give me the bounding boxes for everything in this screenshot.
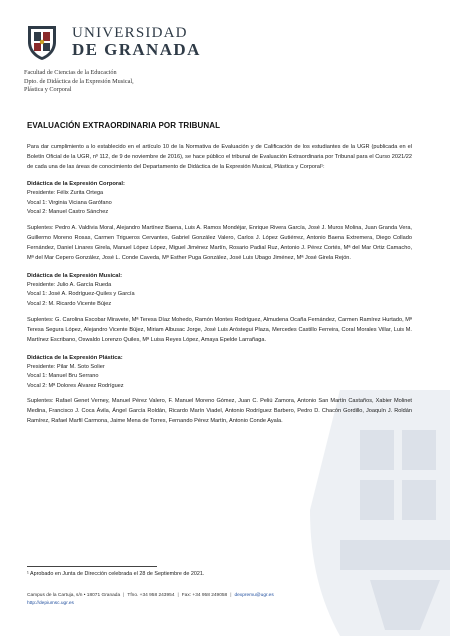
university-crest-icon	[22, 22, 62, 62]
university-name-line1: UNIVERSIDAD	[72, 25, 188, 41]
footer-fax: Fax: +34 958 249058	[181, 593, 228, 598]
footer-contact-line: Campus de la Cartuja, s/n • 18071 Granada | Tfno. +34 958 243954 | Fax: +34 958 249058 | dexpremu@ugr.es	[27, 593, 274, 598]
member-vocal-2: Vocal 2: Manuel Castro Sánchez	[27, 209, 109, 216]
section-corporal	[27, 179, 412, 263]
document-title: EVALUACIÓN EXTRAORDINARIA POR TRIBUNAL	[27, 121, 221, 130]
dept-line: Dpto. de Didáctica de la Expresión Musical,	[24, 77, 134, 85]
footer-phone: Tfno. +34 958 243954	[127, 593, 175, 598]
footnote-divider	[27, 566, 157, 567]
section-plastica	[27, 353, 412, 427]
member-president: Presidente: Julio A. García Rueda	[27, 281, 112, 288]
footnote: ¹ Aprobado en Junta de Dirección celebrada el 28 de Septiembre de 2021.	[27, 571, 205, 577]
substitutes-list: Suplentes: G. Carolina Escobar Miravete, Mª Teresa Díaz Mohedo, Ramón Montes Rodríguez, Almudena Ocaña Fernández, Carmen Ramírez Hurtado, Mª Teresa Segura López, Alejandro Vicente Bújez, Miriam Albusac Jorge, José Luis Aróstegui Plaza, Mercedes Castillo Ferreira, Coral Morales Villar, Luis M. Martínez Escribano, Oswaldo Lorenzo Quiles, Mª Luisa Reyes López, Amaya Epelde Larrañaga.	[27, 316, 412, 343]
department-info	[24, 69, 134, 95]
member-president: Presidente: Félix Zurita Ortega	[27, 190, 104, 196]
footer-email-link[interactable]: dexpremu@ugr.es	[234, 593, 274, 598]
substitutes-list: Suplentes: Pedro A. Valdivia Moral, Alejandro Martínez Baena, Luis A. Ramos Mondéjar, Enrique Rivera García, José J. Muros Molina, Juan Granda Vera, Guillermo Moreno Rosas, Carmen Trigueros Cervantes, Gabriel González Valero, Carlos J. López Gutiérrez, Antonio Baena Extremera, Diego Collado Fernández, Daniel Linares Girela, Manuel López López, Miguel Jiménez Martín, Rosario Padial Ruz, Antonio J. Pérez Cortés, Mª del Mar Ortiz Camacho, Mª del Mar Cepero González, José L. Conde Caveda, Mª Esther Puga González, José Luis Ubago Jiménez, Mª José Girela Rejón.	[27, 224, 412, 261]
substitutes-list: Suplentes: Rafael Genet Verney, Manuel Pérez Valero, F. Manuel Moreno Gómez, Juan C. Peliú Zamora, Antonio San Martín Castaños, Xabier Molinet Medina, Francisco J. Coca Ávila, Ángel García Roldán, Ricardo Marín Viadel, Antonio Rodríguez Barbero, Pedro D. Chacón Gordillo, Joaquín J. Roldán Ramírez, Rafael Marfil Carmona, Jaime Mena de Torres, Fernando Pérez Martín, Antonio Conde Ayala.	[27, 398, 412, 425]
member-vocal-1: Vocal 1: Virginia Viciana Garófano	[27, 199, 112, 206]
section-title: Didáctica de la Expresión Musical:	[27, 272, 123, 279]
section-title: Didáctica de la Expresión Plástica:	[27, 354, 123, 361]
university-logo	[22, 22, 352, 62]
member-president: Presidente: Pilar M. Soto Solier	[27, 363, 105, 370]
university-name	[72, 25, 201, 59]
dept-line: Plástica y Corporal	[24, 86, 72, 94]
document-body	[27, 121, 412, 434]
page-footer	[27, 592, 274, 608]
section-musical	[27, 271, 412, 345]
footer-web-link[interactable]: http://depiumsc.ugr.es	[27, 601, 74, 606]
member-vocal-2: Vocal 2: Mª Dolores Álvarez Rodríguez	[27, 382, 124, 389]
member-vocal-1: Vocal 1: Manuel Bru Serrano	[27, 373, 99, 380]
university-name-line2: DE GRANADA	[72, 40, 201, 59]
section-title: Didáctica de la Expresión Corporal:	[27, 181, 125, 187]
member-vocal-2: Vocal 2: M. Ricardo Vicente Bújez	[27, 300, 112, 307]
member-vocal-1: Vocal 1: José A. Rodríguez-Quiles y García	[27, 291, 135, 298]
footer-address: Campus de la Cartuja, s/n • 18071 Granada	[27, 593, 121, 598]
intro-paragraph: Para dar cumplimiento a lo establecido en el artículo 10 de la Normativa de Evaluación y de Calificación de los estudiantes de la UGR (publicada en el Boletín Oficial de la UGR, nº 112, de 9 de noviembre de 2016), se hace público el tribunal de Evaluación Extraordinaria por Tribunal para el Curso 2021/22 de cada una de las áreas de conocimiento del Departamento de Didáctica de la Expresión Musical, Plástica y Corporal¹:	[27, 144, 412, 170]
dept-line: Facultad de Ciencias de la Educación	[24, 69, 117, 76]
